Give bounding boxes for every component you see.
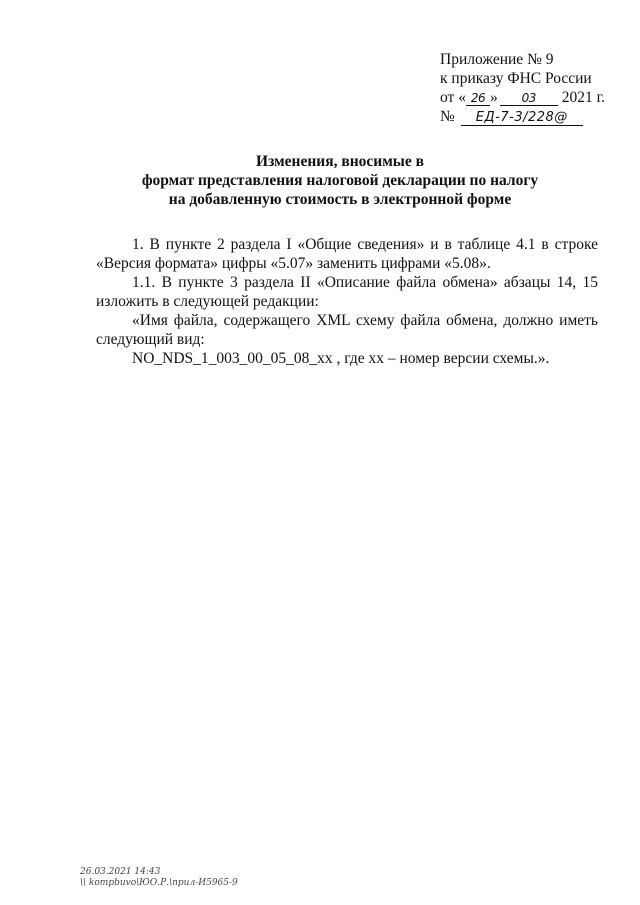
- document-title: [60, 152, 620, 209]
- appendix-order-number-line: [440, 107, 620, 126]
- date-prefix: от «: [440, 89, 466, 106]
- date-year: 2021 г.: [561, 89, 606, 106]
- title-line-3: на добавленную стоимость в электронной форме: [168, 191, 512, 208]
- appendix-date-line: [440, 88, 620, 107]
- print-timestamp: 26.03.2021 14:43: [80, 867, 161, 877]
- appendix-header: [440, 50, 620, 126]
- title-line-1: Изменения, вносимые в: [256, 153, 424, 170]
- handwritten-month: 03: [500, 91, 558, 106]
- paragraph-1: 1. В пункте 2 раздела I «Общие сведения» и в таблице 4.1 в строке «Версия формата» цифры «5.07» заменить цифрами «5.08».: [96, 236, 598, 272]
- paragraph-1-1: 1.1. В пункте 3 раздела II «Описание файла обмена» абзацы 14, 15 изложить в следующей редакции:: [96, 274, 598, 310]
- paragraph-filename: NO_NDS_1_003_00_05_08_xx , где xx – номер версии схемы.».: [132, 350, 550, 367]
- paragraph-quote: «Имя файла, содержащего XML схему файла обмена, должно иметь следующий вид:: [96, 312, 598, 348]
- title-line-2: формат представления налоговой декларации по налогу: [141, 172, 539, 189]
- number-prefix: №: [440, 108, 455, 125]
- handwritten-order-number: ЕД-7-3/228@: [461, 111, 583, 126]
- print-stamp: [80, 867, 238, 889]
- appendix-number-line: Приложение № 9: [440, 51, 554, 68]
- document-body: [96, 235, 598, 368]
- handwritten-day: 26: [466, 91, 490, 106]
- print-filepath: \\ kompbuvo\ЮО.Р.\прил-И5965-9: [80, 878, 238, 888]
- date-close-quote: »: [489, 89, 498, 106]
- appendix-order-line: к приказу ФНС России: [440, 70, 592, 87]
